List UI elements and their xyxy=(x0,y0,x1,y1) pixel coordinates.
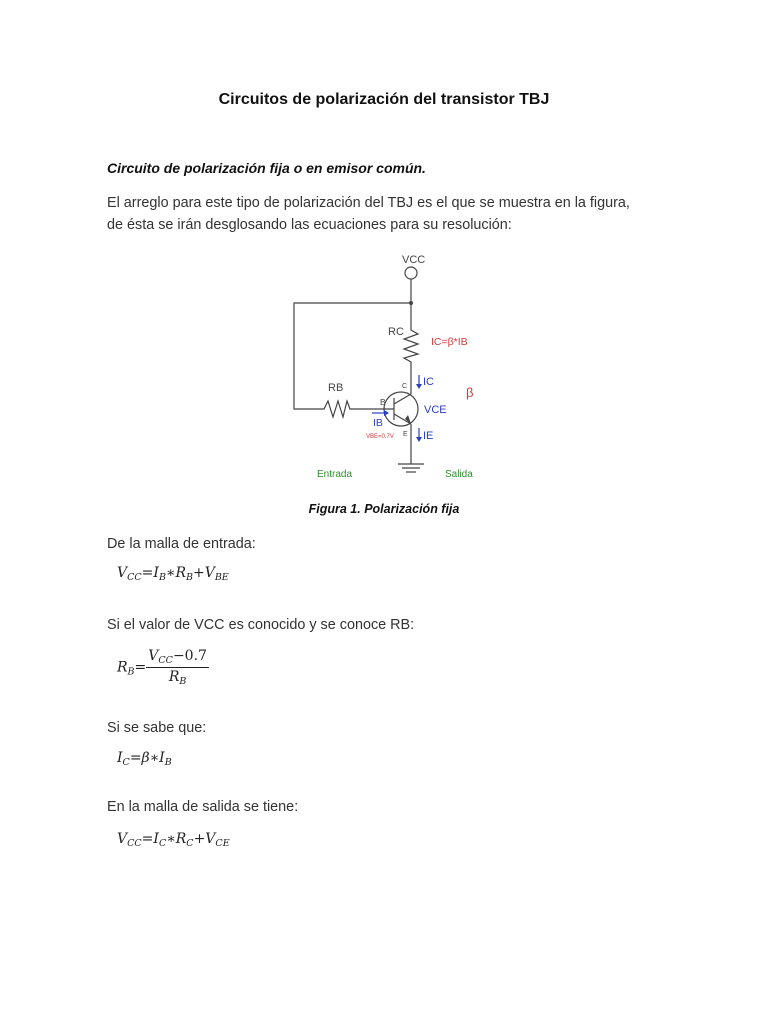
label-vbe: VBE=0.7V xyxy=(366,434,394,440)
section-subtitle: Circuito de polarización fija o en emisor común. xyxy=(107,160,426,176)
label-base: B xyxy=(380,397,386,407)
page-title: Circuitos de polarización del transistor TBJ xyxy=(218,91,550,108)
transistor-collector xyxy=(394,394,411,404)
label-entrada: Entrada xyxy=(317,469,353,480)
rb-resistor xyxy=(320,401,375,417)
vcc-terminal xyxy=(405,267,417,279)
rc-resistor xyxy=(404,325,418,380)
label-ie: IE xyxy=(423,430,434,442)
label-rc: RC xyxy=(388,326,404,338)
label-vce: VCE xyxy=(424,404,447,416)
equation-vcc-input: $V_{CC}=I_B∗R_B+V_{BE}$ xyxy=(117,565,229,583)
label-ic-equation: IC=β*IB xyxy=(431,336,468,348)
label-beta: β xyxy=(466,385,474,400)
circuit-diagram xyxy=(0,0,768,500)
equation-vcc-output: $V_{CC}=I_C∗R_C+V_{CE}$ xyxy=(117,831,230,849)
label-ic: IC xyxy=(423,376,434,388)
label-emitter: E xyxy=(403,431,408,438)
label-vcc: VCC xyxy=(402,254,426,266)
text-se-sabe: Si se sabe que: xyxy=(107,720,207,736)
label-collector: C xyxy=(402,383,408,390)
label-salida: Salida xyxy=(445,469,473,480)
equation-rb: $R_B=$ $\frac{V_{CC}-0.7}{R_B}$ xyxy=(117,648,207,687)
text-vcc-conocido: Si el valor de VCC es conocido y se conoce RB: xyxy=(107,617,415,633)
label-ib: IB xyxy=(373,417,383,429)
intro-line-2: de ésta se irán desglosando las ecuaciones para su resolución: xyxy=(107,217,512,233)
text-malla-entrada: De la malla de entrada: xyxy=(107,536,256,552)
intro-line-1: El arreglo para este tipo de polarización del TBJ es el que se muestra en la figura, xyxy=(107,195,630,211)
figure-caption: Figura 1. Polarización fija xyxy=(308,502,460,516)
fraction: $\frac{V_{CC}-0.7}{R_B}$ xyxy=(148,648,207,687)
wire-loop xyxy=(294,303,411,409)
text-malla-salida: En la malla de salida se tiene: xyxy=(107,799,299,815)
junction-dot xyxy=(409,301,413,305)
label-rb: RB xyxy=(328,382,344,394)
equation-ic: $I_C=\beta∗I_B$ xyxy=(117,750,172,768)
